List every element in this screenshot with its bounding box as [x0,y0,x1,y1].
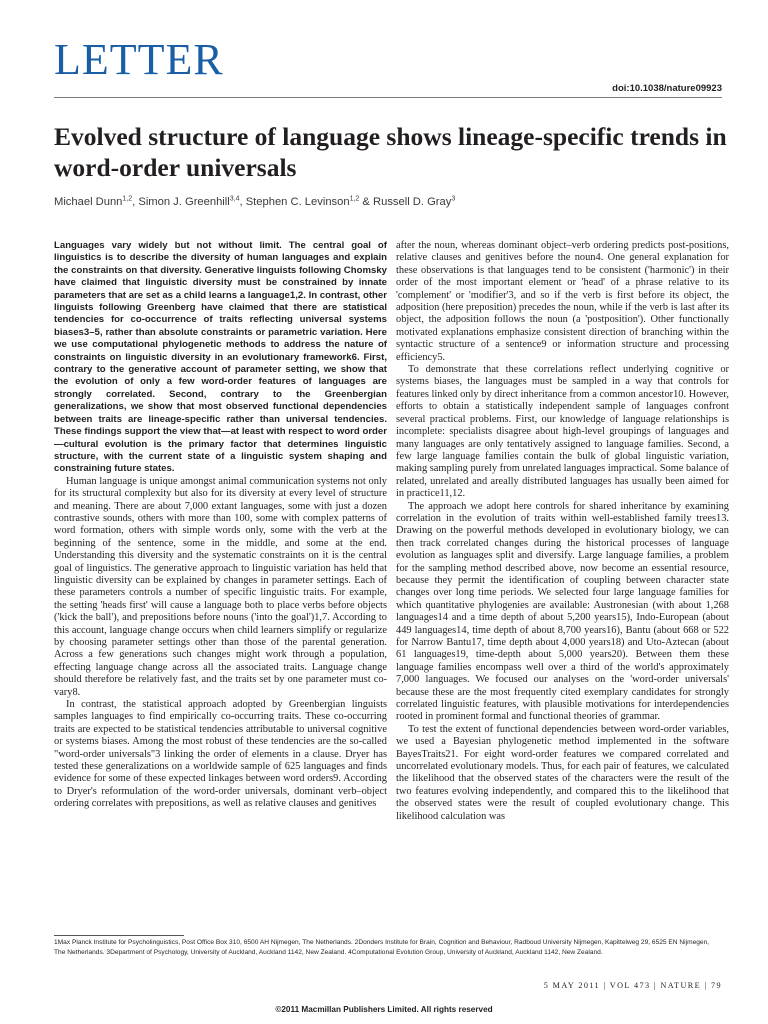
body-paragraph: The approach we adopt here controls for shared inheritance by examining correlation in the evolution of traits within well-established family trees13. Drawing on the powerful methods developed in evolutionary biology, we can then track correlated changes during the historical processes of language evolution as languages split and diversify. Large language families, a problem for the sampling method described above, now become an essential resource, because they permit the identification of coupling between character state changes over long time periods. We selected four large language families for which quantitative phylogenies are available: Austronesian (with about 1,268 languages14 and a time depth of about 5,200 years15), Indo-European (about 449 languages14, time depth of about 8,700 years16), Bantu (about 668 or 522 for Narrow Bantu17, time depth about 4,000 years18) and Uto-Aztecan (about 61 languages19, time-depth about 5,000 years20). Between them these language families encompass well over a third of the world's approximately 7,000 languages. We focused our analyses on the 'word-order universals' because these are the most frequently cited exemplary candidates for strongly correlated linguistic features, with plausible motivations for interdependencies rooted in prominent formal and functional theories of grammar. [396,500,729,723]
section-label: LETTER [54,35,224,84]
footnote-rule [54,935,184,936]
article-title: Evolved structure of language shows lineage-specific trends in word-order universals [54,122,727,182]
author-affiliation: 1,2 [122,195,133,203]
author-list [54,196,734,208]
abstract: Languages vary widely but not without limit. The central goal of linguistics is to describe the diversity of human languages and explain the constraints on that diversity. Generative linguists following Chomsky have claimed that linguistic diversity must be constrained by innate parameters that are set as a child learns a language1,2. In contrast, other linguists following Greenberg have claimed that there are statistical tendencies for co-occurrence of traits reflecting universal systems biases3–5, rather than absolute constraints or parametric variation. Here we use computational phylogenetic methods to address the nature of constraints on linguistic diversity in an evolutionary framework6. First, contrary to the generative account of parameter setting, we show that the evolution of only a few word-order features of languages are strongly correlated. Second, contrary to the Greenbergian generalizations, we show that most observed functional dependencies between traits are lineage-specific rather than universal tendencies. These findings support the view that—at least with respect to word order—cultural evolution is the primary factor that determines linguistic structure, with the current state of a linguistic system shaping and constraining future states. [54,240,387,475]
author-affiliation: 3,4 [229,195,240,203]
author-separator: & [359,196,374,208]
doi[interactable]: doi:10.1038/nature09923 [612,83,722,94]
author-affiliation: 3 [451,195,456,203]
body-paragraph: To demonstrate that these correlations reflect underlying cognitive or systems biases, the languages must be sampled in a way that controls for features linked only by direct inheritance from a common ancestor10. However, efforts to obtain a statistically independent sample of languages confront several practical problems. First, our knowledge of language relationships is incomplete: specialists disagree about high-level groupings of languages and many languages are only tentatively assigned to language families. Second, a few large language families contain the bulk of global linguistic variation, making sampling purely from unrelated languages impractical. Some balance of related, unrelated and areally distributed languages has usually been aimed for in practice11,12. [396,364,729,500]
body-paragraph: In contrast, the statistical approach adopted by Greenbergian linguists samples languages to find empirically co-occurring traits. These co-occurring traits are expected to be statistical tendencies attributable to universal cognitive or systems biases. Among the most robust of these tendencies are the so-called "word-order universals"3 linking the order of elements in a clause. Dryer has tested these generalizations on a worldwide sample of 625 languages and finds evidence for some of these expected linkages between word orders9. According to Dryer's reformulation of the word-order universals, dominant verb–object ordering correlates with prepositions, as well as relative clauses and genitives [54,699,387,810]
page-folio: 5 MAY 2011 | VOL 473 | NATURE | 79 [543,981,722,990]
author-name: Stephen C. Levinson [245,196,350,208]
left-column [54,240,387,930]
body-paragraph: after the noun, whereas dominant object–verb ordering predicts post-positions, relative clauses and genitives before the noun4. One general explanation for these observations is that languages tend to be consistent ('harmonic') in their order of the most important element or 'head' of a phrase relative to its 'complement' or 'modifier'3, and so if the verb is first before its object, the adposition (here preposition) precedes the noun, while if the verb is last after its object, the adposition follows the noun (a 'postposition'). Other functionally motivated explanations emphasize consistent direction of branching within the syntactic structure of a sentence9 or information structure and processing efficiency5. [396,240,729,363]
author-separator: , [239,196,246,208]
body-paragraph: Human language is unique amongst animal communication systems not only for its structural complexity but also for its diversity at every level of structure and meaning. There are about 7,000 extant languages, some with just a dozen contrastive sounds, others with more than 100, some with complex patterns of word formation, others with simple words only, some with the verb at the beginning of the sentence, some in the middle, and some at the end. Understanding this diversity and the systematic constraints on it is the central goal of linguistics. The generative approach to linguistic variation has held that linguistic diversity can be explained by changes in parameter settings. Each of these parameters controls a number of specific linguistic traits. For example, the setting 'heads first' will cause a language both to place verbs before objects ('kick the ball'), and prepositions before nouns ('into the goal')1,7. According to this account, language change occurs when child learners simplify or regularize by choosing parameter settings other than those of the parental generation. Across a few generations such changes might work through a population, effecting language change across all the associated traits. Language change should therefore be relatively fast, and the traits set by one parameter must co-vary8. [54,475,387,698]
author-name: Michael Dunn [54,196,123,208]
author-affiliation: 1,2 [349,195,360,203]
author-name: Simon J. Greenhill [138,196,230,208]
author-separator: , [132,196,139,208]
header-rule [54,97,722,98]
affiliation-footnotes: 1Max Planck Institute for Psycholinguistics, Post Office Box 310, 6500 AH Nijmegen, The Netherlands. 2Donders Institute for Brain, Cognition and Behaviour, Radboud University Nijmegen, Kapittelweg 29, 6525 EN Nijmegen, The Netherlands. 3Department of Psychology, University of Auckland, Auckland 1142, New Zealand. 4Computational Evolution Group, University of Auckland, Auckland 1142, New Zealand. [54,939,710,956]
right-column [396,240,729,930]
copyright-notice: ©2011 Macmillan Publishers Limited. All rights reserved [275,1005,493,1014]
author-name: Russell D. Gray [373,196,452,208]
body-paragraph: To test the extent of functional dependencies between word-order variables, we used a Bayesian phylogenetic method implemented in the software BayesTraits21. For eight word-order features we compared correlated and uncorrelated evolutionary models. Thus, for each pair of features, we calculated the likelihood that the observed states of the characters were the result of the two features evolving independently, and compared this to the likelihood that the observed states were the result of coupled evolutionary change. This likelihood calculation was [396,723,729,822]
